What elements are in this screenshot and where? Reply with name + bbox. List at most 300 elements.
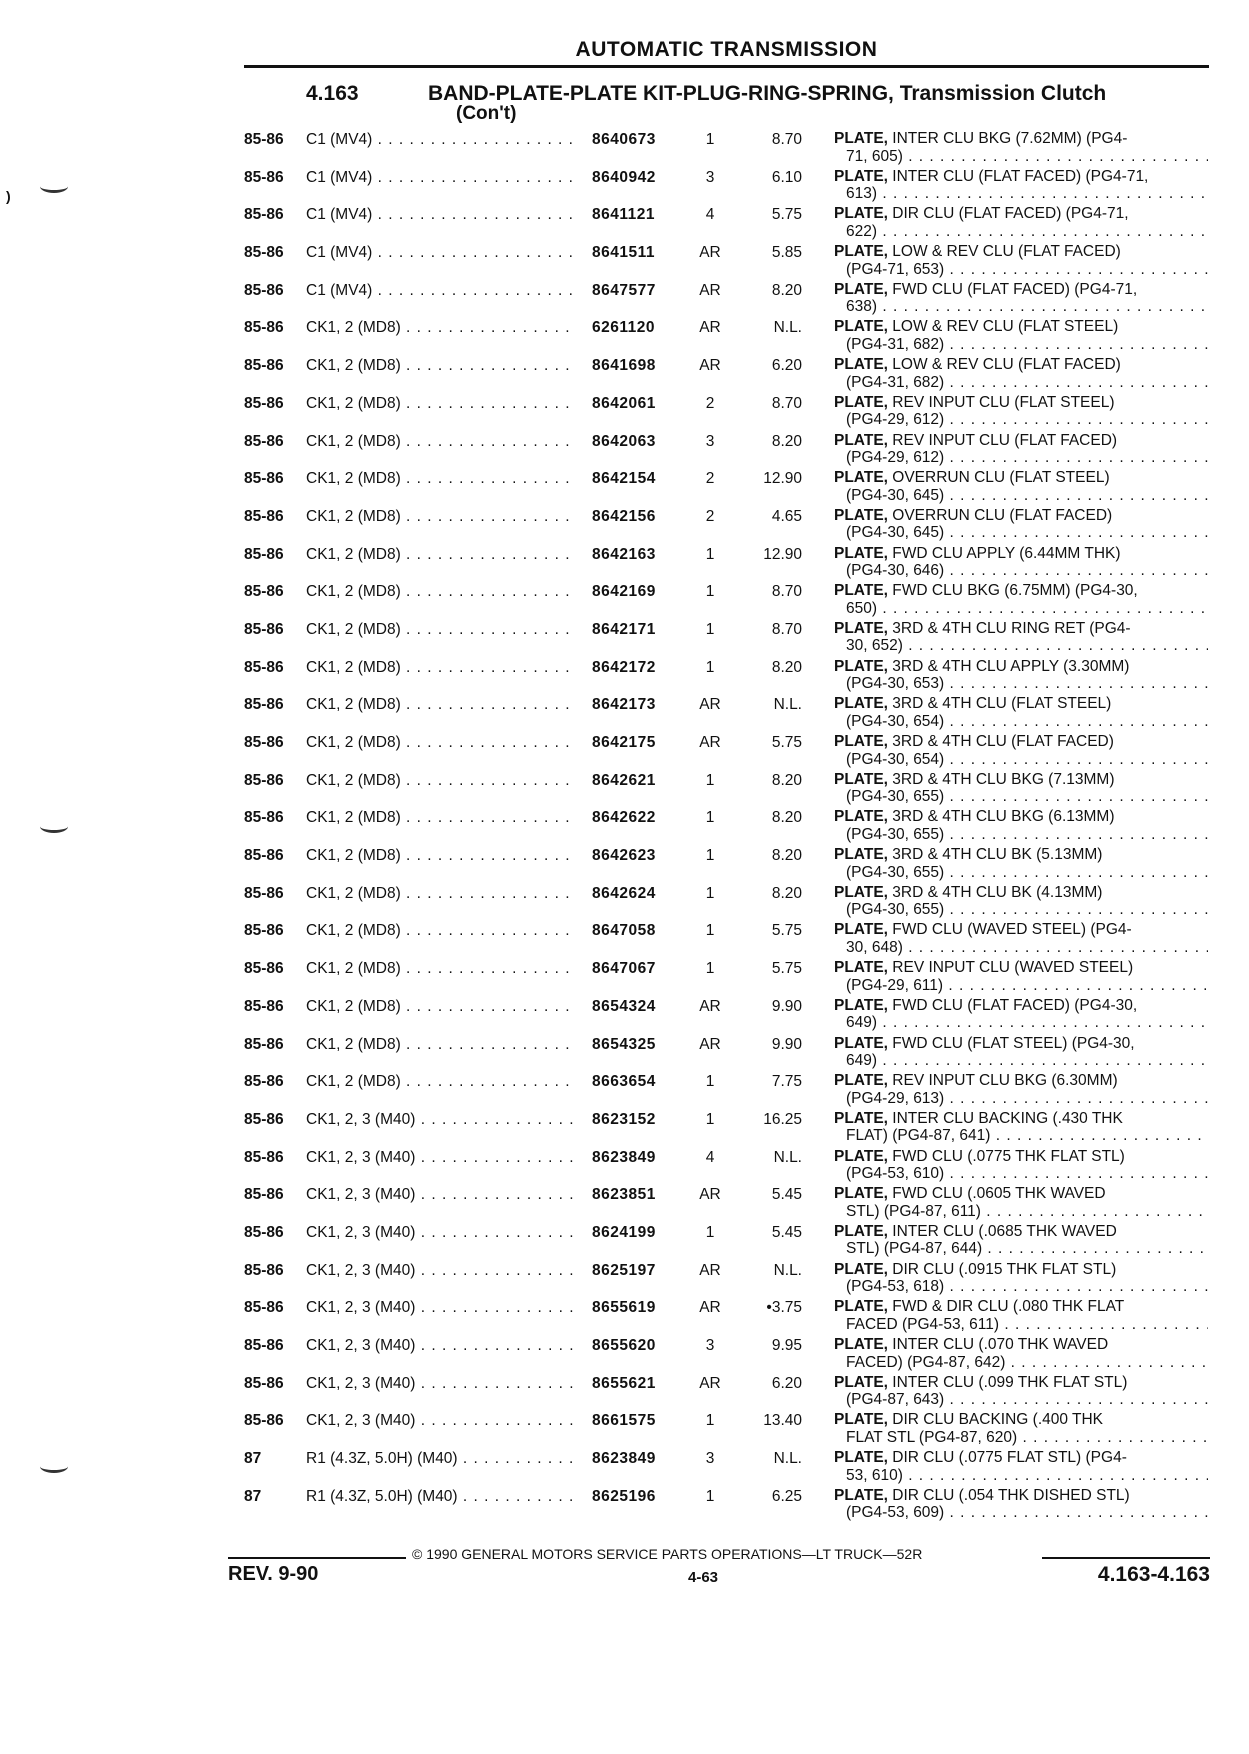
description-line-1: OVERRUN CLU (FLAT STEEL) (892, 469, 1110, 487)
description-cell (834, 1298, 1208, 1333)
description-keyword: PLATE, (834, 808, 888, 826)
description-cell (834, 1487, 1208, 1522)
part-number-cell: 8642063 (592, 432, 656, 450)
description-keyword: PLATE, (834, 1298, 888, 1316)
model-cell: CK1, 2 (MD8) . . . (306, 621, 574, 639)
group-name-main: BAND-PLATE-PLATE KIT-PLUG-RING-SPRING, (428, 82, 894, 105)
description-keyword: PLATE, (834, 393, 888, 411)
year-cell: 85-86 (244, 734, 284, 751)
quantity-cell: 1 (705, 1412, 715, 1430)
description-cell (834, 1374, 1208, 1409)
table-row (244, 319, 1209, 357)
year-cell: 85-86 (244, 545, 284, 563)
model-cell: CK1, 2 (MD8) . . . (306, 696, 574, 714)
year-cell: 85-86 (244, 997, 284, 1015)
description-line-2: FACED (PG4-53, 611) . . . (834, 1316, 1208, 1334)
description-cell (834, 545, 1208, 580)
description-keyword: PLATE, (834, 1449, 888, 1467)
quantity-cell: 3 (705, 1337, 715, 1354)
model-cell: CK1, 2 (MD8) . . . (306, 847, 574, 865)
price-cell: N.L. (773, 319, 802, 337)
description-line-2: 71, 605) . . . (834, 148, 1208, 166)
description-cell (834, 959, 1208, 994)
description-line-2: (PG4-87, 643) . . . (834, 1391, 1208, 1409)
part-number-cell: 8642621 (592, 771, 656, 789)
part-number-cell: 8624199 (592, 1223, 656, 1241)
table-row (244, 470, 1209, 508)
punch-hole-mark (40, 180, 68, 193)
description-line-1: 3RD & 4TH CLU APPLY (3.30MM) (892, 657, 1130, 675)
description-cell (834, 469, 1208, 504)
table-row (244, 772, 1209, 810)
price-cell: •3.75 (766, 1299, 802, 1317)
part-number-cell: 8642173 (592, 696, 656, 714)
model-cell: CK1, 2 (MD8) . . . (306, 998, 574, 1016)
quantity-cell: 2 (705, 394, 715, 412)
description-cell (834, 432, 1208, 467)
description-line-1: REV INPUT CLU (FLAT FACED) (892, 431, 1118, 449)
description-line-2: FACED) (PG4-87, 642) . . . (834, 1354, 1208, 1372)
description-line-1: FWD & DIR CLU (.080 THK FLAT (892, 1298, 1125, 1316)
year-cell: 85-86 (244, 244, 284, 262)
description-keyword: PLATE, (834, 657, 888, 675)
group-title (244, 78, 1209, 128)
part-number-cell: 8625197 (592, 1261, 656, 1279)
quantity-cell: AR (699, 997, 721, 1015)
part-number-cell: 8642061 (592, 394, 656, 412)
table-row (244, 960, 1209, 998)
description-line-1: FWD CLU (FLAT FACED) (PG4-71, (892, 280, 1138, 298)
part-number-cell: 8654325 (592, 1035, 656, 1053)
model-cell: R1 (4.3Z, 5.0H) (M40) . . . (306, 1450, 574, 1468)
model-cell: CK1, 2, 3 (M40) . . . (306, 1337, 574, 1355)
description-line-2: (PG4-31, 682) . . . (834, 336, 1208, 354)
quantity-cell: 4 (705, 206, 715, 224)
model-cell: CK1, 2, 3 (M40) . . . (306, 1111, 574, 1129)
part-number-cell: 8647577 (592, 281, 656, 299)
description-line-2: (PG4-53, 618) . . . (834, 1278, 1208, 1296)
quantity-cell: 1 (705, 1487, 715, 1505)
description-cell (834, 620, 1208, 655)
quantity-cell: AR (699, 696, 721, 714)
year-cell: 85-86 (244, 1261, 284, 1279)
description-cell (834, 356, 1208, 391)
description-line-2: (PG4-29, 613) . . . (834, 1090, 1208, 1108)
group-number: 4.163 (306, 82, 359, 105)
price-cell: 8.70 (771, 620, 802, 638)
description-keyword: PLATE, (834, 1411, 888, 1429)
table-row (244, 1149, 1209, 1187)
model-cell: CK1, 2 (MD8) . . . (306, 357, 574, 375)
description-keyword: PLATE, (834, 130, 888, 147)
description-cell (834, 281, 1208, 316)
description-line-1: REV INPUT CLU (WAVED STEEL) (892, 959, 1134, 977)
footer-rule (1042, 1557, 1210, 1559)
model-cell: CK1, 2 (MD8) . . . (306, 583, 574, 601)
description-line-2: (PG4-30, 654) . . . (834, 751, 1208, 769)
description-line-1: FWD CLU (.0775 THK FLAT STL) (892, 1147, 1125, 1165)
description-line-2: 30, 648) . . . (834, 939, 1208, 957)
description-cell (834, 318, 1208, 353)
edge-mark: ) (6, 188, 11, 204)
description-cell (834, 695, 1208, 730)
revision: REV. 9-90 (228, 1563, 319, 1585)
price-cell: 9.90 (771, 997, 802, 1015)
price-cell: 8.20 (771, 281, 802, 299)
model-cell: C1 (MV4) . . . (306, 206, 574, 224)
part-number-cell: 8647058 (592, 922, 656, 940)
part-number-cell: 8661575 (592, 1412, 656, 1430)
quantity-cell: AR (699, 734, 721, 751)
year-cell: 85-86 (244, 658, 284, 676)
table-row (244, 1224, 1209, 1262)
quantity-cell: 1 (705, 1223, 715, 1241)
model-cell: CK1, 2 (MD8) . . . (306, 772, 574, 790)
part-number-cell: 8655620 (592, 1337, 656, 1354)
description-keyword: PLATE, (834, 1336, 888, 1353)
price-cell: N.L. (773, 1148, 802, 1166)
model-cell: CK1, 2, 3 (M40) . . . (306, 1186, 574, 1204)
description-line-2: 613) . . . (834, 185, 1208, 203)
description-line-1: LOW & REV CLU (FLAT STEEL) (892, 318, 1119, 336)
description-keyword: PLATE, (834, 921, 888, 939)
description-cell (834, 1035, 1208, 1070)
part-number-cell: 6261120 (592, 319, 655, 337)
table-row (244, 583, 1209, 621)
model-cell: CK1, 2 (MD8) . . . (306, 319, 574, 337)
year-cell: 87 (244, 1450, 262, 1468)
description-line-1: REV INPUT CLU BKG (6.30MM) (892, 1072, 1118, 1090)
price-cell: 8.20 (771, 884, 802, 902)
year-cell: 85-86 (244, 206, 284, 224)
table-row (244, 357, 1209, 395)
description-line-2: FLAT STL (PG4-87, 620) . . . (834, 1429, 1208, 1447)
description-keyword: PLATE, (834, 280, 888, 298)
section-header: AUTOMATIC TRANSMISSION (575, 38, 878, 61)
part-number-cell: 8623849 (592, 1450, 656, 1468)
description-cell (834, 808, 1208, 843)
table-row (244, 1262, 1209, 1300)
model-cell: C1 (MV4) . . . (306, 244, 574, 262)
table-row (244, 847, 1209, 885)
price-cell: 5.45 (771, 1223, 802, 1241)
description-keyword: PLATE, (834, 1072, 888, 1090)
year-cell: 85-86 (244, 583, 284, 601)
description-line-1: REV INPUT CLU (FLAT STEEL) (892, 393, 1115, 411)
part-number-cell: 8654324 (592, 997, 656, 1015)
page-number: 4-63 (688, 1569, 719, 1586)
part-number-cell: 8655621 (592, 1374, 656, 1392)
part-number-cell: 8642156 (592, 507, 656, 525)
table-row (244, 1111, 1209, 1149)
model-cell: CK1, 2 (MD8) . . . (306, 470, 574, 488)
page-footer (228, 1546, 1210, 1596)
description-line-1: FWD CLU (FLAT FACED) (PG4-30, (892, 996, 1138, 1014)
price-cell: N.L. (773, 696, 802, 714)
description-keyword: PLATE, (834, 582, 888, 600)
quantity-cell: 1 (705, 583, 715, 601)
year-cell: 85-86 (244, 847, 284, 865)
quantity-cell: 2 (705, 470, 715, 488)
model-cell: CK1, 2 (MD8) . . . (306, 546, 574, 564)
year-cell: 85-86 (244, 357, 284, 375)
description-keyword: PLATE, (834, 695, 888, 713)
table-row (244, 1450, 1209, 1488)
model-cell: CK1, 2 (MD8) . . . (306, 1073, 574, 1091)
group-name (428, 82, 1106, 106)
description-line-1: DIR CLU (FLAT FACED) (PG4-71, (892, 205, 1129, 223)
punch-hole-mark (40, 1460, 68, 1473)
table-row (244, 282, 1209, 320)
description-line-1: OVERRUN CLU (FLAT FACED) (892, 506, 1113, 524)
part-number-cell: 8640673 (592, 131, 656, 148)
price-cell: 8.20 (771, 432, 802, 450)
description-line-1: 3RD & 4TH CLU BK (5.13MM) (892, 846, 1103, 864)
price-cell: 9.90 (771, 1035, 802, 1053)
year-cell: 85-86 (244, 884, 284, 902)
description-line-2: (PG4-29, 612) . . . (834, 411, 1208, 429)
table-row (244, 1073, 1209, 1111)
model-cell: CK1, 2 (MD8) . . . (306, 885, 574, 903)
description-cell (834, 205, 1208, 240)
part-number-cell: 8642171 (592, 620, 656, 638)
description-cell (834, 1223, 1208, 1258)
part-number-cell: 8623849 (592, 1148, 656, 1166)
table-row (244, 922, 1209, 960)
year-cell: 85-86 (244, 620, 284, 638)
model-cell: CK1, 2 (MD8) . . . (306, 433, 574, 451)
description-line-2: 30, 652) . . . (834, 637, 1208, 655)
table-row (244, 1036, 1209, 1074)
description-line-2: (PG4-30, 645) . . . (834, 524, 1208, 542)
model-cell: CK1, 2 (MD8) . . . (306, 508, 574, 526)
description-cell (834, 1185, 1208, 1220)
description-line-1: 3RD & 4TH CLU BK (4.13MM) (892, 883, 1103, 901)
description-keyword: PLATE, (834, 1109, 888, 1127)
description-keyword: PLATE, (834, 1373, 888, 1391)
description-line-2: 649) . . . (834, 1014, 1208, 1032)
model-cell: CK1, 2, 3 (M40) . . . (306, 1375, 574, 1393)
quantity-cell: 1 (705, 922, 715, 940)
description-line-1: LOW & REV CLU (FLAT FACED) (892, 243, 1121, 261)
year-cell: 85-86 (244, 432, 284, 450)
price-cell: N.L. (773, 1261, 802, 1279)
description-line-2: STL) (PG4-87, 611) . . . (834, 1203, 1208, 1221)
description-keyword: PLATE, (834, 469, 888, 487)
price-cell: 6.10 (771, 168, 802, 186)
quantity-cell: 1 (705, 131, 715, 148)
description-line-1: 3RD & 4TH CLU BKG (7.13MM) (892, 770, 1115, 788)
description-keyword: PLATE, (834, 1486, 888, 1504)
part-number-cell: 8642623 (592, 847, 656, 865)
description-cell (834, 884, 1208, 919)
description-line-1: 3RD & 4TH CLU RING RET (PG4- (892, 619, 1131, 637)
description-line-2: (PG4-30, 646) . . . (834, 562, 1208, 580)
model-cell: CK1, 2 (MD8) . . . (306, 1036, 574, 1054)
price-cell: 6.20 (771, 357, 802, 375)
description-line-2: (PG4-53, 610) . . . (834, 1165, 1208, 1183)
quantity-cell: 2 (705, 507, 715, 525)
price-cell: 5.75 (771, 922, 802, 940)
price-cell: 8.20 (771, 771, 802, 789)
table-row (244, 546, 1209, 584)
description-line-1: FWD CLU (FLAT STEEL) (PG4-30, (892, 1034, 1135, 1052)
part-number-cell: 8623152 (592, 1110, 656, 1128)
table-row (244, 244, 1209, 282)
description-cell (834, 1110, 1208, 1145)
description-line-2: (PG4-29, 611) . . . (834, 977, 1208, 995)
table-row (244, 998, 1209, 1036)
description-keyword: PLATE, (834, 619, 888, 637)
description-keyword: PLATE, (834, 1222, 888, 1240)
model-cell: CK1, 2, 3 (M40) . . . (306, 1299, 574, 1317)
year-cell: 85-86 (244, 1412, 284, 1430)
description-line-2: (PG4-53, 609) . . . (834, 1504, 1208, 1522)
year-cell: 85-86 (244, 1073, 284, 1091)
year-cell: 85-86 (244, 922, 284, 940)
year-cell: 85-86 (244, 696, 284, 714)
table-row (244, 508, 1209, 546)
description-line-1: 3RD & 4TH CLU (FLAT STEEL) (892, 695, 1112, 713)
price-cell: 8.20 (771, 658, 802, 676)
description-cell (834, 658, 1208, 693)
price-cell: 16.25 (763, 1110, 802, 1128)
year-cell: 85-86 (244, 319, 284, 337)
year-cell: 85-86 (244, 1223, 284, 1241)
description-line-2: FLAT) (PG4-87, 641) . . . (834, 1127, 1208, 1145)
part-number-cell: 8641698 (592, 357, 656, 375)
description-line-2: (PG4-30, 645) . . . (834, 487, 1208, 505)
description-line-2: (PG4-71, 653) . . . (834, 261, 1208, 279)
part-number-cell: 8642163 (592, 545, 656, 563)
quantity-cell: 1 (705, 847, 715, 865)
table-row (244, 1412, 1209, 1450)
description-keyword: PLATE, (834, 431, 888, 449)
table-row (244, 206, 1209, 244)
price-cell: 8.20 (771, 847, 802, 865)
year-cell: 87 (244, 1487, 262, 1505)
table-row (244, 885, 1209, 923)
price-cell: 6.20 (771, 1374, 802, 1392)
quantity-cell: 1 (705, 1073, 715, 1091)
price-cell: 8.70 (771, 583, 802, 601)
description-keyword: PLATE, (834, 846, 888, 864)
description-line-2: 622) . . . (834, 223, 1208, 241)
model-cell: C1 (MV4) . . . (306, 169, 574, 187)
description-line-2: (PG4-30, 653) . . . (834, 675, 1208, 693)
description-keyword: PLATE, (834, 544, 888, 562)
quantity-cell: AR (699, 1186, 721, 1204)
description-line-2: STL) (PG4-87, 644) . . . (834, 1240, 1208, 1258)
part-number-cell: 8642175 (592, 734, 656, 751)
price-cell: 12.90 (763, 470, 802, 488)
description-cell (834, 507, 1208, 542)
description-keyword: PLATE, (834, 356, 888, 374)
model-cell: CK1, 2, 3 (M40) . . . (306, 1262, 574, 1280)
quantity-cell: 3 (705, 432, 715, 450)
model-cell: C1 (MV4) . . . (306, 282, 574, 300)
parts-list (244, 131, 1209, 1525)
table-row (244, 433, 1209, 471)
part-number-cell: 8655619 (592, 1299, 656, 1317)
model-cell: CK1, 2 (MD8) . . . (306, 395, 574, 413)
model-cell: R1 (4.3Z, 5.0H) (M40) . . . (306, 1488, 574, 1506)
quantity-cell: AR (699, 1299, 721, 1317)
description-cell (834, 1336, 1208, 1371)
description-line-1: FWD CLU BKG (6.75MM) (PG4-30, (892, 582, 1138, 600)
model-cell: CK1, 2, 3 (M40) . . . (306, 1412, 574, 1430)
part-number-cell: 8642622 (592, 809, 656, 827)
description-line-1: DIR CLU (.0915 THK FLAT STL) (892, 1260, 1117, 1278)
quantity-cell: 1 (705, 658, 715, 676)
model-cell: CK1, 2 (MD8) . . . (306, 922, 574, 940)
description-keyword: PLATE, (834, 243, 888, 261)
description-keyword: PLATE, (834, 883, 888, 901)
description-cell (834, 921, 1208, 956)
year-cell: 85-86 (244, 507, 284, 525)
quantity-cell: AR (699, 1261, 721, 1279)
price-cell: 12.90 (763, 545, 802, 563)
price-cell: N.L. (773, 1450, 802, 1468)
part-number-cell: 8642169 (592, 583, 656, 601)
quantity-cell: AR (699, 281, 721, 299)
description-cell (834, 1449, 1208, 1484)
description-cell (834, 846, 1208, 881)
year-cell: 85-86 (244, 1374, 284, 1392)
description-keyword: PLATE, (834, 1034, 888, 1052)
model-cell: CK1, 2, 3 (M40) . . . (306, 1149, 574, 1167)
quantity-cell: AR (699, 357, 721, 375)
description-keyword: PLATE, (834, 959, 888, 977)
table-row (244, 1337, 1209, 1375)
description-cell (834, 168, 1208, 203)
description-line-2: 649) . . . (834, 1052, 1208, 1070)
year-cell: 85-86 (244, 1148, 284, 1166)
description-line-2: (PG4-30, 655) . . . (834, 864, 1208, 882)
price-cell: 9.95 (771, 1337, 802, 1354)
year-cell: 85-86 (244, 771, 284, 789)
description-line-2: 53, 610) . . . (834, 1467, 1208, 1485)
quantity-cell: 3 (705, 1450, 715, 1468)
year-cell: 85-86 (244, 960, 284, 978)
year-cell: 85-86 (244, 131, 284, 148)
table-row (244, 1375, 1209, 1413)
table-row (244, 1299, 1209, 1337)
part-number-cell: 8642172 (592, 658, 656, 676)
description-keyword: PLATE, (834, 996, 888, 1014)
part-number-cell: 8647067 (592, 960, 656, 978)
description-cell (834, 1261, 1208, 1296)
description-cell (834, 1411, 1208, 1446)
description-line-1: INTER CLU (.070 THK WAVED (892, 1336, 1109, 1353)
part-number-cell: 8625196 (592, 1487, 656, 1505)
description-keyword: PLATE, (834, 318, 888, 336)
description-line-1: 3RD & 4TH CLU (FLAT FACED) (892, 733, 1114, 750)
copyright: © 1990 GENERAL MOTORS SERVICE PARTS OPERATIONS—LT TRUCK—52R (412, 1546, 923, 1562)
description-line-1: DIR CLU (.054 THK DISHED STL) (892, 1486, 1130, 1504)
year-cell: 85-86 (244, 1337, 284, 1354)
year-cell: 85-86 (244, 1035, 284, 1053)
year-cell: 85-86 (244, 1299, 284, 1317)
description-line-1: FWD CLU (WAVED STEEL) (PG4- (892, 921, 1132, 939)
part-number-cell: 8640942 (592, 168, 656, 186)
footer-rule (228, 1557, 406, 1559)
table-row (244, 395, 1209, 433)
model-cell: CK1, 2, 3 (M40) . . . (306, 1224, 574, 1242)
description-line-1: INTER CLU (.0685 THK WAVED (892, 1222, 1117, 1240)
price-cell: 13.40 (763, 1412, 802, 1430)
price-cell: 8.70 (771, 394, 802, 412)
